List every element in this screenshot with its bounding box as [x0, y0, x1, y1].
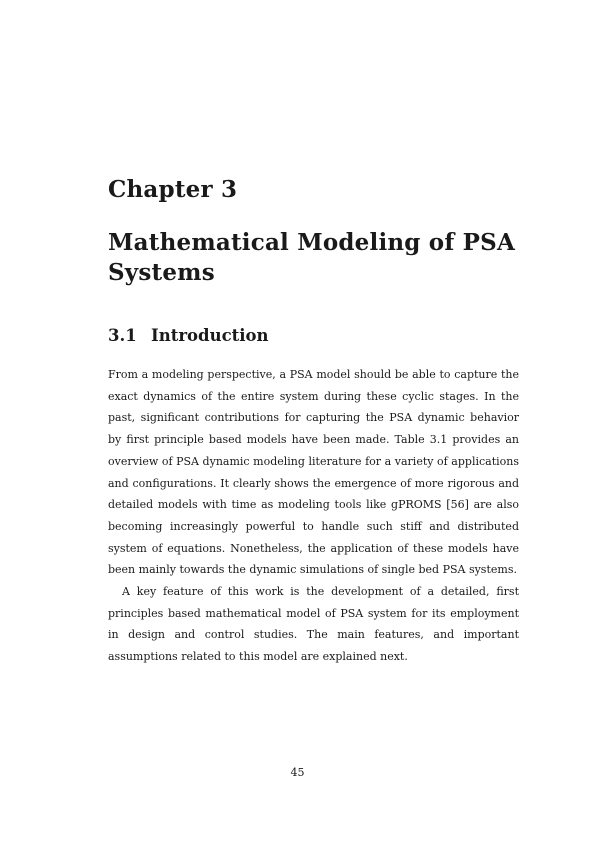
chapter-title: Mathematical Modeling of PSA Systems	[108, 229, 515, 286]
paragraph: A key feature of this work is the development of a detailed, first principles based mathematical model of PSA system for its employment in design and control studies. The main features, and important assumptions related to this model are explained next.	[108, 585, 519, 664]
section-title: Introduction	[151, 326, 269, 345]
section-number: 3.1	[108, 326, 137, 345]
chapter-label: Chapter 3	[108, 176, 238, 203]
paragraph: From a modeling perspective, a PSA model should be able to capture the exact dynamics of the entire system during these cyclic stages. In the past, significant contributions for capturing the PSA dynamic behavior by first principle based models have been made. Table 3.1 provides an overview of PSA dynamic modeling literature for a variety of applications and configurations. It clearly shows the emergence of more rigorous and detailed models with time as modeling tools like gPROMS [56] are also becoming increasingly powerful to handle such stiff and distributed system of equations. Nonetheless, the application of these models have been mainly towards the dynamic simulations of single bed PSA systems.	[108, 368, 519, 577]
page-number: 45	[290, 766, 305, 779]
section-heading	[108, 326, 269, 345]
body-text	[108, 364, 519, 668]
